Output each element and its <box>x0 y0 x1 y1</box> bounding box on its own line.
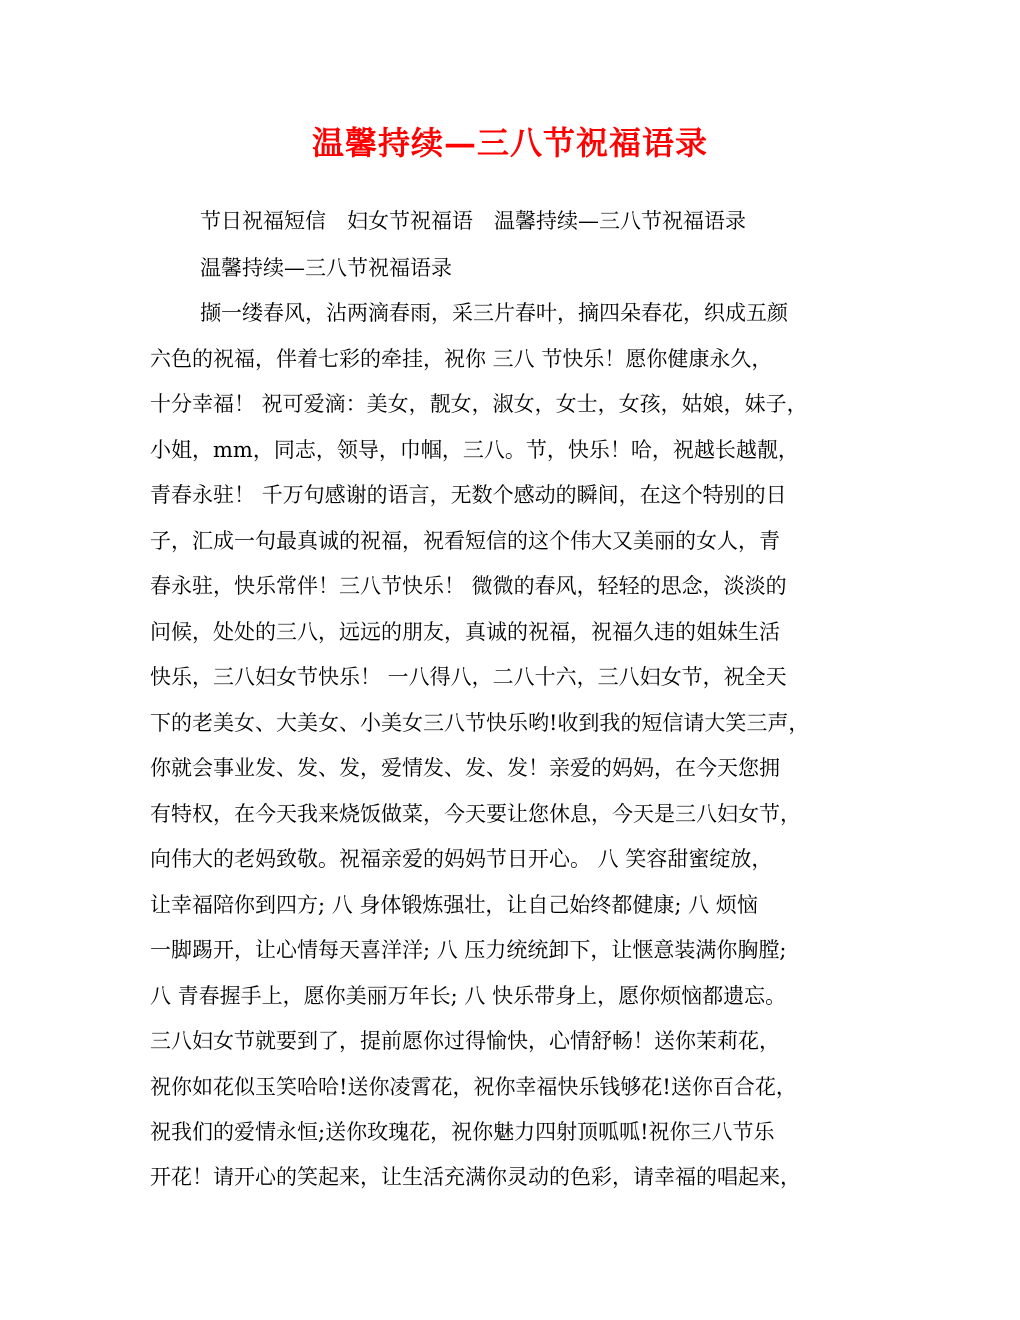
body-line: 一脚踢开，让心情每天喜洋洋; 八 压力统统卸下，让惬意装满你胸膛; <box>150 938 787 962</box>
body-line: 祝我们的爱情永恒;送你玫瑰花，祝你魅力四射顶呱呱!祝你三八节乐 <box>150 1120 775 1144</box>
body-line: 祝你如花似玉笑哈哈!送你凌霄花，祝你幸福快乐钱够花!送你百合花， <box>150 1075 797 1099</box>
body-line: 子，汇成一句最真诚的祝福，祝看短信的这个伟大又美丽的女人，青 <box>150 529 780 553</box>
body-line: 十分幸福！ 祝可爱滴：美女，靓女，淑女，女士，女孩，姑娘，妹子， <box>150 392 808 416</box>
document-title: 温馨持续—三八节祝福语录 <box>311 124 708 162</box>
body-line: 青春永驻！ 千万句感谢的语言，无数个感动的瞬间，在这个特别的日 <box>150 483 787 507</box>
body-line: 问候，处处的三八，远远的朋友，真诚的祝福，祝福久违的姐妹生活 <box>150 620 780 644</box>
body-line: 有特权，在今天我来烧饭做菜，今天要让您休息，今天是三八妇女节， <box>150 802 801 826</box>
body-line: 小姐，mm，同志，领导，巾帼，三八。节，快乐！哈，祝越长越靓， <box>150 438 799 462</box>
body-line: 快乐，三八妇女节快乐！ 一八得八，二八十六，三八妇女节，祝全天 <box>150 665 787 689</box>
body-line: 八 青春握手上，愿你美丽万年长; 八 快乐带身上，愿你烦恼都遗忘。 <box>150 984 787 1008</box>
body-line: 向伟大的老妈致敬。祝福亲爱的妈妈节日开心。 八 笑容甜蜜绽放， <box>150 847 773 871</box>
subtitle-line: 温馨持续—三八节祝福语录 <box>200 256 452 280</box>
body-line: 撷一缕春风，沾两滴春雨，采三片春叶，摘四朵春花，织成五颜 <box>200 301 788 325</box>
body-line: 开花！请开心的笑起来，让生活充满你灵动的色彩，请幸福的唱起来， <box>150 1165 801 1189</box>
body-line: 让幸福陪你到四方; 八 身体锻炼强壮，让自己始终都健康; 八 烦恼 <box>150 893 758 917</box>
body-line: 下的老美女、大美女、小美女三八节快乐哟!收到我的短信请大笑三声， <box>150 711 810 735</box>
body-line: 你就会事业发、发、发，爱情发、发、发！亲爱的妈妈，在今天您拥 <box>150 756 780 780</box>
tags-line: 节日祝福短信 妇女节祝福语 温馨持续—三八节祝福语录 <box>200 209 746 233</box>
body-line: 六色的祝福，伴着七彩的牵挂，祝你 三八 节快乐！愿你健康永久， <box>150 347 773 371</box>
body-line: 三八妇女节就要到了，提前愿你过得愉快，心情舒畅！送你茉莉花， <box>150 1029 780 1053</box>
body-line: 春永驻，快乐常伴！三八节快乐！ 微微的春风，轻轻的思念，淡淡的 <box>150 574 787 598</box>
